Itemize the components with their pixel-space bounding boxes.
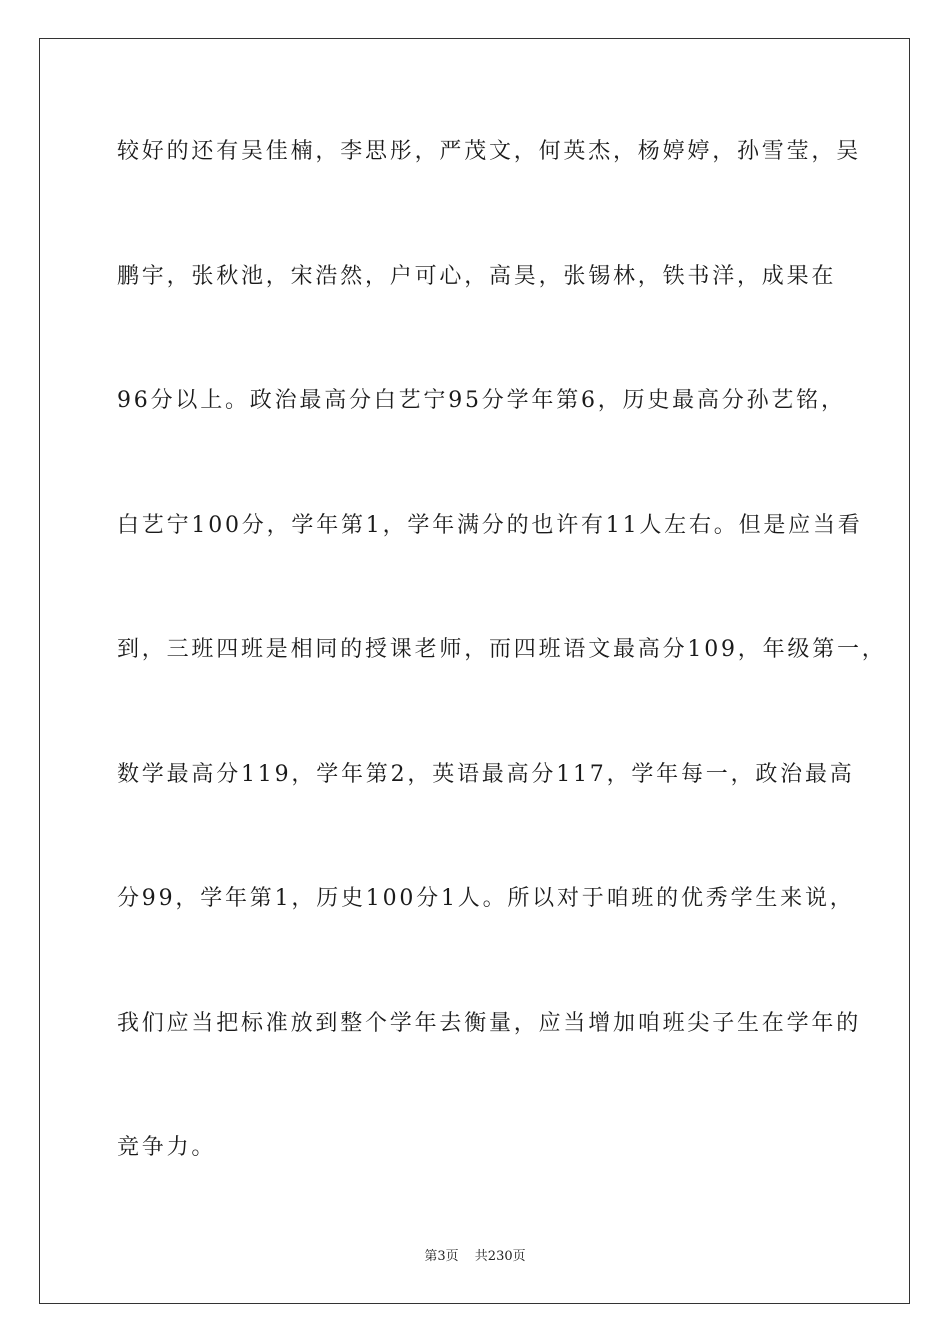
text-line: 96分以上。政治最高分白艺宁95分学年第6，历史最高分孙艺铭， [117,388,846,413]
document-body [117,121,887,1179]
text-line: 鹏宇，张秋池，宋浩然，户可心，高昊，张锡林，铁书洋，成果在 [117,263,837,289]
text-line: 白艺宁100分，学年第1，学年满分的也许有11人左右。但是应当看 [117,512,863,538]
text-line: 到，三班四班是相同的授课老师，而四班语文最高分109，年级第一， [117,637,887,662]
page-number-current: 第3页 [424,1249,459,1264]
text-line: 我们应当把标准放到整个学年去衡量，应当增加咱班尖子生在学年的 [117,1010,862,1036]
page-footer [0,1245,950,1264]
text-line: 数学最高分119，学年第2，英语最高分117，学年每一，政治最高 [117,761,855,787]
text-line: 竞争力。 [117,1135,217,1160]
text-line: 分99，学年第1，历史100分1人。所以对于咱班的优秀学生来说， [117,886,855,911]
page-number-total: 共230页 [474,1249,526,1264]
text-line: 较好的还有吴佳楠，李思彤，严茂文，何英杰，杨婷婷，孙雪莹，吴 [117,139,862,164]
